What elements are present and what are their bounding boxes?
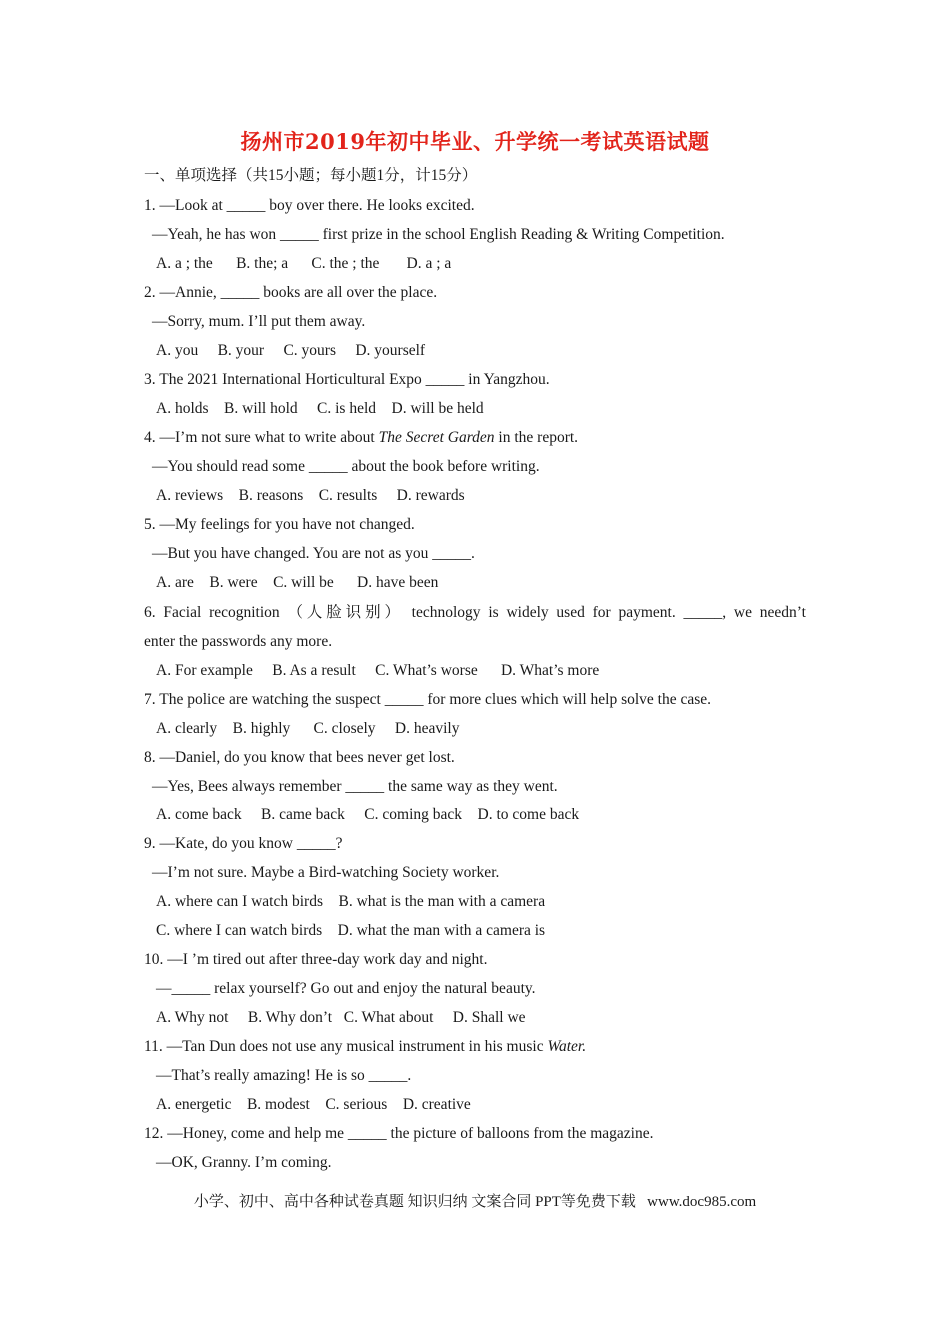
question-4-stem-post: in the report. xyxy=(494,429,579,446)
question-12-stem: 12. —Honey, come and help me _____ the picture of balloons from the magazine. xyxy=(144,1125,654,1142)
question-4-stem-pre: 4. —I’m not sure what to write about xyxy=(144,429,379,446)
exam-title: 扬州市2019年初中毕业、升学统一考试英语试题 xyxy=(240,129,710,154)
question-11-stem-pre: 11. —Tan Dun does not use any musical instrument in his music xyxy=(144,1038,548,1055)
question-2-reply: —Sorry, mum. I’ll put them away. xyxy=(152,313,366,330)
question-4-options: A. reviews B. reasons C. results D. rewards xyxy=(156,487,465,504)
question-8-reply: —Yes, Bees always remember _____ the same way as they went. xyxy=(152,778,558,795)
section-heading: 一、单项选择（共15小题；每小题1分，计15分） xyxy=(144,167,478,184)
book-title: The Secret Garden xyxy=(378,429,495,446)
question-12-reply: —OK, Granny. I’m coming. xyxy=(156,1154,332,1171)
question-9-reply: —I’m not sure. Maybe a Bird-watching Society worker. xyxy=(152,864,500,881)
question-6-stem-continued: enter the passwords any more. xyxy=(144,633,333,650)
question-9-options-ab: A. where can I watch birds B. what is the man with a camera xyxy=(156,893,546,910)
question-9-stem: 9. —Kate, do you know _____? xyxy=(144,835,343,852)
question-8-stem: 8. —Daniel, do you know that bees never get lost. xyxy=(144,749,455,766)
question-7-options: A. clearly B. highly C. closely D. heavily xyxy=(156,720,460,737)
question-11-options: A. energetic B. modest C. serious D. creative xyxy=(156,1096,471,1113)
question-5-options: A. are B. were C. will be D. have been xyxy=(156,574,439,591)
question-2-stem: 2. —Annie, _____ books are all over the place. xyxy=(144,284,438,301)
question-1-stem: 1. —Look at _____ boy over there. He looks excited. xyxy=(144,197,475,214)
question-11-stem xyxy=(144,1037,586,1057)
question-9-options-cd: C. where I can watch birds D. what the man with a camera is xyxy=(156,922,546,939)
question-8-options: A. come back B. came back C. coming back D. to come back xyxy=(156,806,580,823)
question-7-stem: 7. The police are watching the suspect _____ for more clues which will help solve the case. xyxy=(144,691,712,708)
music-title: Water. xyxy=(547,1038,587,1055)
question-10-stem: 10. —I ’m tired out after three-day work day and night. xyxy=(144,951,488,968)
question-10-options: A. Why not B. Why don’t C. What about D. Shall we xyxy=(156,1009,526,1026)
question-6-stem: 6. Facial recognition （人脸识别） technology is widely used for payment. _____, we needn’t xyxy=(144,604,806,621)
question-2-options: A. you B. your C. yours D. yourself xyxy=(156,342,426,359)
question-5-stem: 5. —My feelings for you have not changed. xyxy=(144,516,415,533)
page-footer: 小学、初中、高中各种试卷真题 知识归纳 文案合同 PPT等免费下载 www.doc985.com xyxy=(193,1194,757,1210)
question-3-options: A. holds B. will hold C. is held D. will be held xyxy=(156,400,484,417)
question-4-reply: —You should read some _____ about the book before writing. xyxy=(152,458,540,475)
question-10-reply: —_____ relax yourself? Go out and enjoy the natural beauty. xyxy=(156,980,536,997)
question-6-options: A. For example B. As a result C. What’s worse D. What’s more xyxy=(156,662,600,679)
question-1-options: A. a ; the B. the; a C. the ; the D. a ; a xyxy=(156,255,452,272)
question-3-stem: 3. The 2021 International Horticultural Expo _____ in Yangzhou. xyxy=(144,371,550,388)
question-4-stem xyxy=(144,428,578,448)
question-11-reply: —That’s really amazing! He is so _____. xyxy=(156,1067,412,1084)
question-1-reply: —Yeah, he has won _____ first prize in the school English Reading & Writing Competition. xyxy=(152,226,725,243)
question-5-reply: —But you have changed. You are not as you _____. xyxy=(152,545,475,562)
